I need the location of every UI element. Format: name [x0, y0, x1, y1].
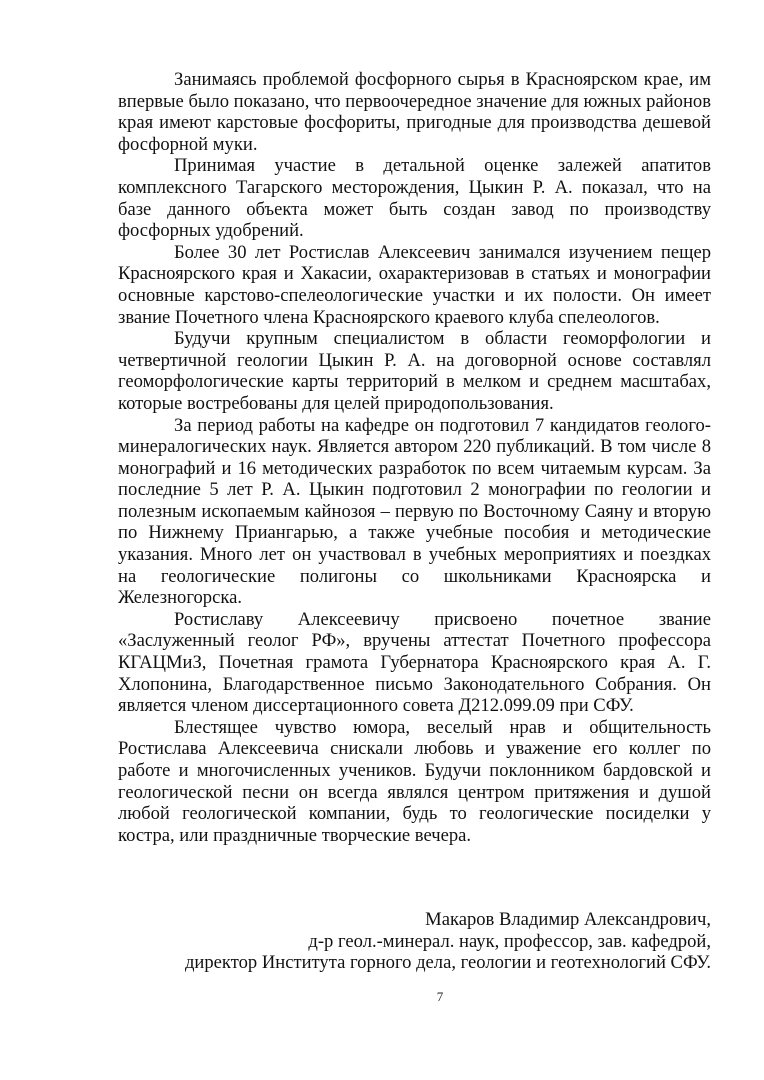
paragraph-awards: Ростиславу Алексеевичу присвоено почетное звание «Заслуженный геолог РФ», вручены аттестат Почетного профессора КГАЦМиЗ, Почетная грамота Губернатора Красноярского края А. Г. Хлопонина, Благодарственное письмо Законодательного Собрания. Он является членом диссертационного совета Д212.099.09 при СФУ.: [118, 608, 711, 717]
paragraph-geomorphology: Будучи крупным специалистом в области геоморфологии и четвертичной геологии Цыкин Р. А. на договорной основе составлял геоморфологические карты территорий в мелком и среднем масштабах, которые востребованы для целей природопользования.: [118, 328, 711, 414]
paragraph-caves: Более 30 лет Ростислав Алексеевич занимался изучением пещер Красноярского края и Хакасии, охарактеризовав в статьях и монографии основные карстово-спелеологические участки и их полости. Он имеет звание Почетного члена Красноярского краевого клуба спелеологов.: [118, 241, 711, 328]
paragraph-personality: Блестящее чувство юмора, веселый нрав и общительность Ростислава Алексеевича снискали любовь и уважение его коллег по работе и многочисленных учеников. Будучи поклонником бардовской и геологической песни он всегда являлся центром притяжения и душой любой геологической компании, будь то геологические посиделки у костра, или праздничные творческие вечера.: [118, 716, 711, 846]
page-number: 7: [436, 989, 444, 1004]
paragraph-tagar-deposit: Принимая участие в детальной оценке залежей апатитов комплексного Тагарского месторождения, Цыкин Р. А. показал, что на базе данного объекта может быть создан завод по производству фосфорных удобрений.: [118, 155, 711, 242]
author-name: Макаров Владимир Александрович,: [425, 909, 711, 930]
paragraph-department-work: За период работы на кафедре он подготовил 7 кандидатов геолого-минералогических наук. Является автором 220 публикаций. В том числе 8 монографий и 16 методических разработок по всем читаемым курсам. За последние 5 лет Р. А. Цыкин подготовил 2 монографии по геологии и полезным ископаемым кайнозоя – первую по Восточному Саяну и вторую по Нижнему Приангарью, а также учебные пособия и методические указания. Много лет он участвовал в учебных мероприятиях и поездках на геологические полигоны со школьниками Красноярска и Железногорска.: [118, 414, 711, 609]
author-institute: директор Института горного дела, геологии и геотехнологий СФУ.: [184, 952, 711, 974]
author-signature: [185, 909, 711, 974]
author-degree-position: д-р геол.-минерал. наук, профессор, зав. кафедрой,: [308, 930, 711, 952]
body-text: [118, 69, 711, 846]
paragraph-phosphorite: Занимаясь проблемой фосфорного сырья в Красноярском крае, им впервые было показано, что первоочередное значение для южных районов края имеют карстовые фосфориты, пригодные для производства дешевой фосфорной муки.: [118, 69, 711, 155]
